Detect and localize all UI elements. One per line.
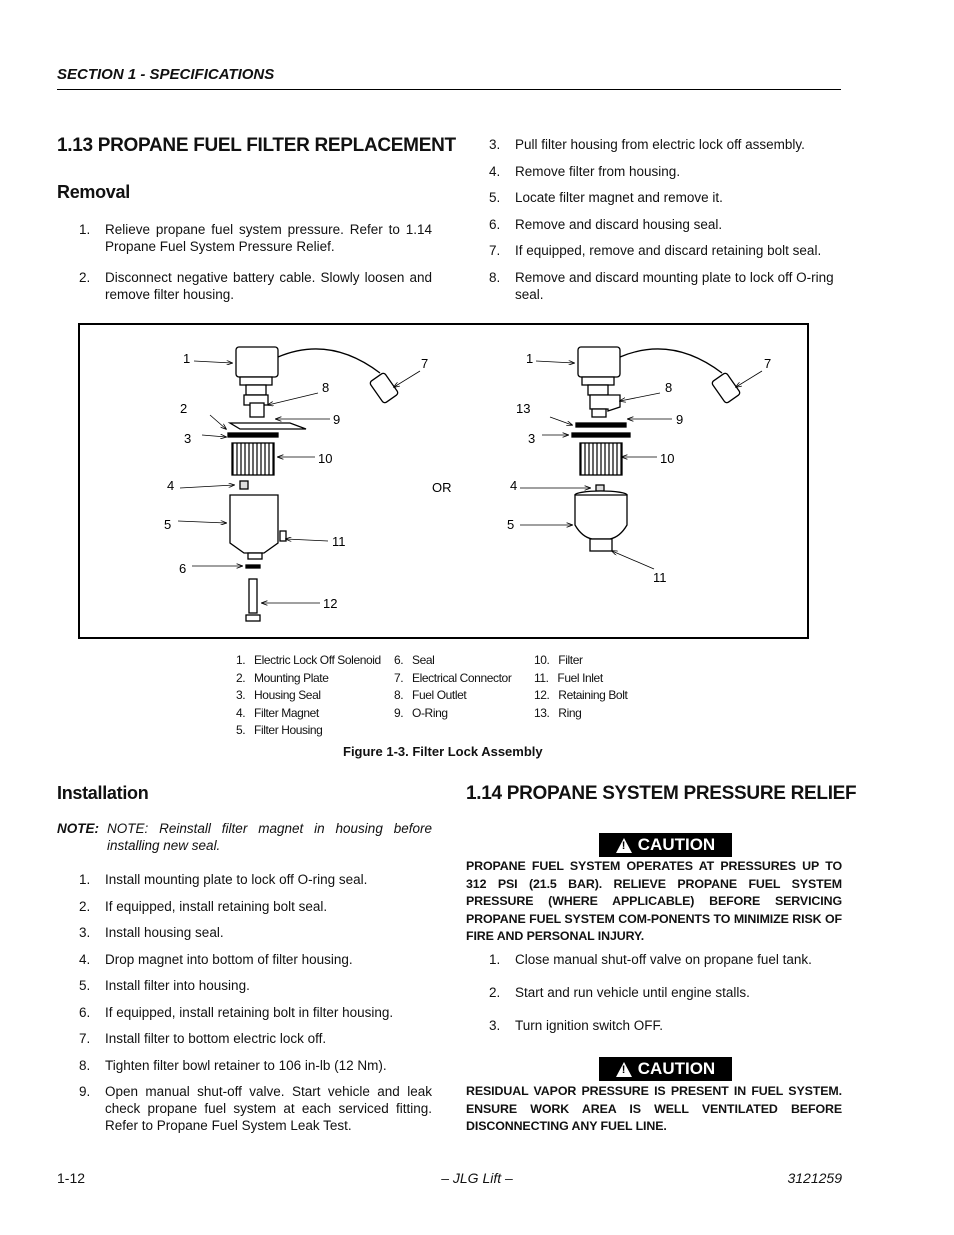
bowl-inlet-nut (590, 539, 612, 551)
callout-label: 9 (333, 412, 341, 427)
pressure-relief-steps (467, 951, 847, 1034)
callout-label: 1 (183, 351, 191, 366)
list-item (57, 924, 432, 941)
list-item (467, 269, 847, 303)
caution-label: CAUTION (637, 835, 716, 854)
left-assembly (228, 347, 399, 621)
step-number: 2. (489, 985, 501, 1000)
step-text: Close manual shut-off valve on propane fuel tank. (515, 952, 812, 967)
legend-item: 3. Housing Seal (236, 688, 321, 702)
callout-label: 8 (322, 380, 330, 395)
list-item (57, 1057, 432, 1074)
list-item (467, 163, 847, 180)
list-item (57, 1004, 432, 1021)
legend-item: 7. Electrical Connector (394, 670, 512, 685)
step-number: 1. (79, 222, 91, 237)
filter-housing-shape (230, 495, 278, 553)
legend-item: 12. Retaining Bolt (534, 688, 628, 702)
list-item (57, 871, 432, 888)
filter-element (232, 443, 274, 475)
mounting-plate-shape (230, 423, 306, 429)
callout-label: 3 (528, 431, 536, 446)
step-text: Install filter to bottom electric lock off. (105, 1031, 327, 1046)
callout-label: 11 (332, 534, 346, 549)
list-item (57, 1030, 432, 1047)
step-text: Remove and discard housing seal. (515, 216, 723, 232)
step-number: 8. (489, 269, 501, 285)
callout-label: 1 (526, 351, 534, 366)
callout-label: 6 (179, 561, 187, 576)
step-text: Start and run vehicle until engine stalls. (515, 985, 750, 1000)
removal-steps-right (467, 136, 847, 303)
electrical-connector-shape (711, 372, 741, 404)
list-item (57, 977, 432, 994)
solenoid-collar (582, 377, 614, 385)
solenoid-stem (588, 385, 608, 395)
step-number: 9. (79, 1084, 91, 1099)
step-number: 5. (79, 978, 91, 993)
legend-item: 13. Ring (534, 705, 582, 720)
caution-text-2: RESIDUAL VAPOR PRESSURE IS PRESENT IN FUEL SYSTEM. ENSURE WORK AREA IS WELL VENTILATED BEFORE DISCONNECTING ANY FUEL LINE. (466, 1084, 842, 1133)
removal-heading: Removal (57, 182, 130, 202)
right-assembly (572, 347, 741, 551)
step-number: 3. (489, 1018, 501, 1033)
callout-label: 7 (764, 356, 772, 371)
housing-bottom-boss (248, 553, 262, 559)
installation-heading: Installation (57, 783, 149, 803)
section-1-13-title: 1.13 PROPANE FUEL FILTER REPLACEMENT (57, 135, 456, 156)
fuel-outlet-shape (250, 403, 264, 417)
step-number: 2. (79, 270, 91, 285)
callout-label: 8 (665, 380, 673, 395)
callout-label: 3 (184, 431, 192, 446)
note-label: NOTE: (57, 821, 99, 836)
step-text: Turn ignition switch OFF. (515, 1018, 664, 1033)
caution-badge (599, 833, 732, 857)
step-text: Tighten filter bowl retainer to 106 in-lb (12 Nm). (105, 1057, 387, 1073)
callout-label: 10 (660, 451, 675, 466)
filter-magnet-shape (240, 481, 248, 489)
step-text: Remove and discard mounting plate to lock off O-ring seal. (515, 269, 834, 302)
step-number: 1. (79, 872, 91, 887)
step-text: Install mounting plate to lock off O-ring seal. (105, 872, 368, 887)
list-item (57, 221, 432, 255)
list-item (57, 898, 432, 915)
step-text: Disconnect negative battery cable. Slowly loosen and remove filter housing. (105, 270, 432, 302)
step-text: If equipped, install retaining bolt seal. (105, 898, 328, 914)
housing-seal-shape (228, 433, 278, 437)
list-item (467, 242, 847, 259)
or-label: OR (432, 480, 452, 495)
step-number: 7. (79, 1031, 91, 1046)
fuel-inlet-port (280, 531, 286, 541)
outlet-nut (592, 409, 606, 417)
callout-label: 7 (421, 356, 429, 371)
legend-item: 9. O-Ring (394, 705, 448, 720)
callout-label: 5 (507, 517, 515, 532)
footer-center: – JLG Lift – (441, 1170, 513, 1186)
step-number: 4. (489, 163, 501, 179)
list-item (467, 189, 847, 206)
solenoid-body (236, 347, 278, 377)
step-number: 3. (489, 137, 501, 152)
step-text: Locate filter magnet and remove it. (515, 190, 723, 205)
step-number: 8. (79, 1057, 91, 1073)
step-number: 1. (489, 952, 501, 967)
installation-note (57, 820, 432, 854)
step-text: Pull filter housing from electric lock off assembly. (515, 137, 805, 152)
step-number: 6. (489, 216, 501, 232)
step-number: 4. (79, 951, 91, 967)
step-number: 7. (489, 243, 501, 258)
callout-label: 13 (516, 401, 531, 416)
seal-shape (246, 565, 260, 568)
section-header: SECTION 1 - SPECIFICATIONS (57, 66, 275, 83)
step-text: Open manual shut-off valve. Start vehicle and leak check propane fuel system at each serviced fitting. Refer to Propane Fuel System Leak Test. (105, 1084, 432, 1133)
list-item (467, 1017, 847, 1034)
list-item (57, 269, 432, 303)
legend-item: 6. Seal (394, 653, 435, 667)
step-text: Remove filter from housing. (515, 163, 681, 179)
figure-caption: Figure 1-3. Filter Lock Assembly (343, 744, 543, 759)
step-text: If equipped, remove and discard retaining bolt seal. (515, 243, 822, 258)
caution-text-1: PROPANE FUEL SYSTEM OPERATES AT PRESSURES UP TO 312 PSI (21.5 BAR). RELIEVE PROPANE FUEL SYSTEM PRESSURE (WHERE APPLICABLE) BEFORE SERVICING PROPANE FUEL SYSTEM COM-PONENTS TO MINIMIZE RISK OF FIRE AND PERSONAL INJURY. (466, 859, 842, 943)
header-rule (57, 89, 841, 90)
filter-element (580, 443, 622, 475)
list-item (57, 951, 432, 968)
removal-steps-left (57, 221, 432, 303)
solenoid-collar (240, 377, 272, 385)
caution-label: CAUTION (637, 1059, 716, 1078)
list-item (467, 136, 847, 153)
callout-label: 11 (653, 570, 667, 585)
legend-item: 2. Mounting Plate (236, 670, 329, 685)
step-number: 2. (79, 898, 91, 914)
retaining-bolt-head (246, 615, 260, 621)
callout-label: 5 (164, 517, 172, 532)
filter-lock-assembly-diagram (80, 325, 807, 637)
legend-item: 5. Filter Housing (236, 723, 323, 737)
legend-item: 1. Electric Lock Off Solenoid (236, 653, 381, 667)
filter-magnet-shape (596, 485, 604, 491)
callout-label: 9 (676, 412, 684, 427)
lead-wire (278, 349, 380, 373)
step-text: Relieve propane fuel system pressure. Refer to 1.14 Propane Fuel System Pressure Relief. (105, 222, 432, 254)
step-text: If equipped, install retaining bolt in filter housing. (105, 1004, 394, 1020)
solenoid-stem (246, 385, 266, 395)
legend-item: 11. Fuel Inlet (534, 670, 603, 685)
figure-legend (236, 652, 656, 742)
section-1-14-title: 1.14 PROPANE SYSTEM PRESSURE RELIEF (466, 783, 857, 804)
warning-triangle-icon: ! (616, 1062, 632, 1077)
list-item (57, 1083, 432, 1134)
step-text: Install filter into housing. (105, 978, 250, 993)
electrical-connector-shape (369, 372, 399, 404)
retaining-bolt-shank (249, 579, 257, 613)
step-number: 3. (79, 925, 91, 940)
step-number: 5. (489, 190, 501, 205)
list-item (467, 984, 847, 1001)
solenoid-body (578, 347, 620, 377)
note-text: NOTE: Reinstall filter magnet in housing before installing new seal. (107, 821, 432, 853)
figure-frame (78, 323, 809, 639)
housing-seal-shape (572, 433, 630, 437)
installation-steps (57, 871, 432, 1134)
page-number: 1-12 (57, 1170, 86, 1186)
document-number: 3121259 (787, 1170, 842, 1186)
list-item (467, 216, 847, 233)
callout-label: 4 (510, 478, 518, 493)
callout-label: 4 (167, 478, 175, 493)
callout-label: 2 (180, 401, 188, 416)
list-item (467, 951, 847, 968)
callout-label: 12 (323, 596, 338, 611)
legend-item: 4. Filter Magnet (236, 705, 319, 720)
lead-wire (620, 349, 722, 373)
legend-item: 8. Fuel Outlet (394, 688, 467, 702)
warning-triangle-icon: ! (616, 838, 632, 853)
step-number: 6. (79, 1004, 91, 1020)
caution-badge (599, 1057, 732, 1081)
ring-shape (576, 423, 626, 427)
legend-item: 10. Filter (534, 653, 583, 667)
filter-bowl-shape (575, 495, 627, 539)
step-text: Install housing seal. (105, 925, 224, 940)
step-text: Drop magnet into bottom of filter housing. (105, 951, 353, 967)
callout-label: 10 (318, 451, 333, 466)
